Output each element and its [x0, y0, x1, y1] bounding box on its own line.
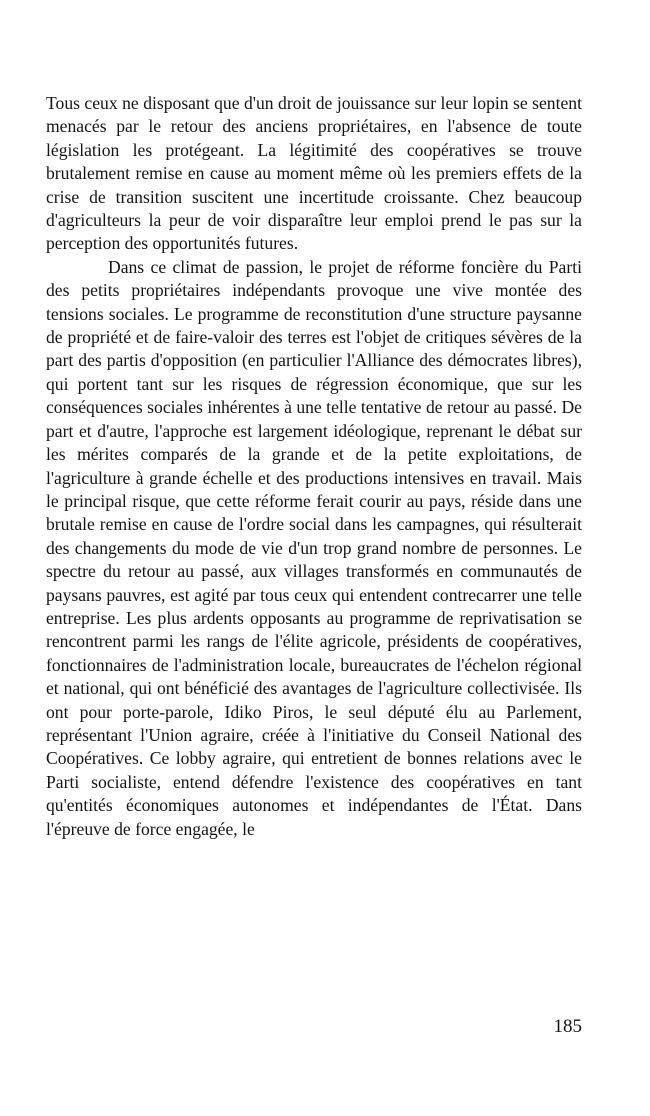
- paragraph-2: Dans ce climat de passion, le projet de réforme foncière du Parti des petits propriétaires indépendants provoque une vive montée des tensions sociales. Le programme de reconstitution d'une structure paysanne de propriété et de faire-valoir des terres est l'objet de critiques sévères de la part des partis d'opposition (en particulier l'Alliance des démocrates libres), qui portent tant sur les risques de régression économique, que sur les conséquences sociales inhérentes à une telle tentative de retour au passé. De part et d'autre, l'approche est largement idéologique, reprenant le débat sur les mérites comparés de la grande et de la petite exploitations, de l'agriculture à grande échelle et des productions intensives en travail. Mais le principal risque, que cette réforme ferait courir au pays, réside dans une brutale remise en cause de l'ordre social dans les campagnes, qui résulterait des changements du mode de vie d'un trop grand nombre de personnes. Le spectre du retour au passé, aux villages transformés en communautés de paysans pauvres, est agité par tous ceux qui entendent contrecarrer une telle entreprise. Les plus ardents opposants au programme de reprivatisation se rencontrent parmi les rangs de l'élite agricole, présidents de coopératives, fonctionnaires de l'administration locale, bureaucrates de l'échelon régional et national, qui ont bénéficié des avantages de l'agriculture collectivisée. Ils ont pour porte-parole, Idiko Piros, le seul député élu au Parlement, représentant l'Union agraire, créée à l'initiative du Conseil National des Coopératives. Ce lobby agraire, qui entretient de bonnes relations avec le Parti socialiste, entend défendre l'existence des coopératives en tant qu'entités économiques autonomes et indépendantes de l'État. Dans l'épreuve de force engagée, le: [46, 256, 582, 839]
- body-text: [46, 92, 582, 841]
- page-number: 185: [553, 1016, 582, 1037]
- paragraph-1: Tous ceux ne disposant que d'un droit de jouissance sur leur lopin se sentent menacés par le retour des anciens propriétaires, en l'absence de toute législation les protégeant. La légitimité des coopératives se trouve brutalement remise en cause au moment même où les premiers effets de la crise de transition suscitent une incertitude croissante. Chez beaucoup d'agriculteurs la peur de voir disparaître leur emploi prend le pas sur la perception des opportunités futures.: [46, 93, 582, 254]
